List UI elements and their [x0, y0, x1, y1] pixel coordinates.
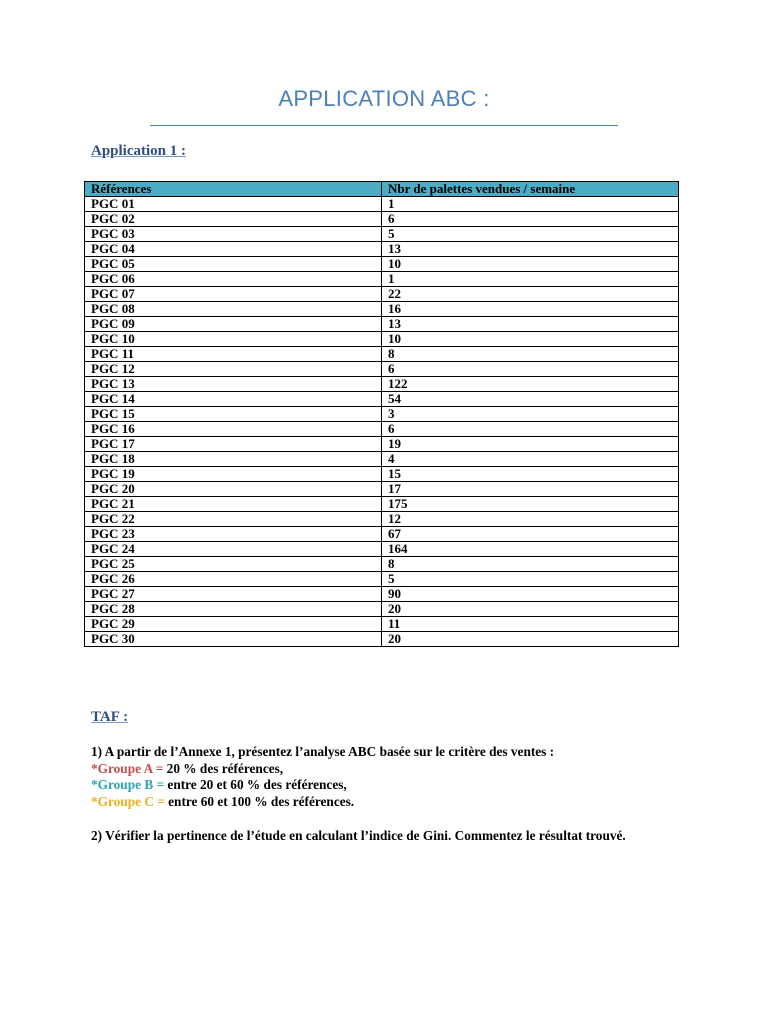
palettes-cell: 1 — [382, 197, 679, 212]
table-row — [85, 347, 679, 362]
reference-cell: PGC 01 — [85, 197, 382, 212]
table-row — [85, 557, 679, 572]
reference-cell: PGC 11 — [85, 347, 382, 362]
reference-cell: PGC 30 — [85, 632, 382, 647]
reference-cell: PGC 29 — [85, 617, 382, 632]
palettes-cell: 8 — [382, 347, 679, 362]
table-row — [85, 227, 679, 242]
palettes-cell: 12 — [382, 512, 679, 527]
question-1 — [91, 744, 677, 810]
reference-cell: PGC 28 — [85, 602, 382, 617]
reference-cell: PGC 13 — [85, 377, 382, 392]
palettes-cell: 90 — [382, 587, 679, 602]
palettes-cell: 5 — [382, 572, 679, 587]
group-b-label: *Groupe B = — [91, 777, 165, 792]
table-row — [85, 497, 679, 512]
table-row — [85, 287, 679, 302]
table-row — [85, 467, 679, 482]
palettes-cell: 20 — [382, 602, 679, 617]
palettes-cell: 164 — [382, 542, 679, 557]
reference-cell: PGC 22 — [85, 512, 382, 527]
group-c-line — [91, 794, 677, 811]
palettes-cell: 16 — [382, 302, 679, 317]
reference-cell: PGC 20 — [85, 482, 382, 497]
reference-cell: PGC 26 — [85, 572, 382, 587]
table-row — [85, 572, 679, 587]
group-c-label: *Groupe C = — [91, 793, 165, 809]
palettes-cell: 1 — [382, 272, 679, 287]
palettes-cell: 13 — [382, 317, 679, 332]
palettes-cell: 4 — [382, 452, 679, 467]
table-row — [85, 197, 679, 212]
table-row — [85, 407, 679, 422]
table-row — [85, 452, 679, 467]
table-row — [85, 422, 679, 437]
table-row — [85, 362, 679, 377]
reference-cell: PGC 16 — [85, 422, 382, 437]
table-row — [85, 242, 679, 257]
reference-cell: PGC 21 — [85, 497, 382, 512]
table-row — [85, 527, 679, 542]
reference-cell: PGC 06 — [85, 272, 382, 287]
palettes-cell: 3 — [382, 407, 679, 422]
reference-cell: PGC 18 — [85, 452, 382, 467]
palettes-cell: 22 — [382, 287, 679, 302]
title-underline-divider — [150, 125, 618, 126]
reference-cell: PGC 05 — [85, 257, 382, 272]
group-a-text: 20 % des références, — [163, 760, 284, 776]
table-row — [85, 377, 679, 392]
palettes-cell: 6 — [382, 362, 679, 377]
reference-cell: PGC 17 — [85, 437, 382, 452]
section-heading-application-1: Application 1 : — [91, 143, 187, 159]
table-row — [85, 437, 679, 452]
palettes-cell: 10 — [382, 257, 679, 272]
table-row — [85, 512, 679, 527]
question-2: 2) Vérifier la pertinence de l’étude en calculant l’indice de Gini. Commentez le résultat trouvé. — [91, 828, 626, 843]
palettes-cell: 20 — [382, 632, 679, 647]
table-row — [85, 332, 679, 347]
table-header-row — [85, 182, 679, 197]
palettes-cell: 5 — [382, 227, 679, 242]
reference-cell: PGC 10 — [85, 332, 382, 347]
table-row — [85, 317, 679, 332]
reference-cell: PGC 19 — [85, 467, 382, 482]
group-a-label: *Groupe A = — [91, 760, 164, 776]
reference-cell: PGC 23 — [85, 527, 382, 542]
palettes-cell: 122 — [382, 377, 679, 392]
palettes-cell: 13 — [382, 242, 679, 257]
group-c-text: entre 60 et 100 % des références. — [164, 793, 355, 809]
table-row — [85, 617, 679, 632]
palettes-cell: 175 — [382, 497, 679, 512]
palettes-cell: 17 — [382, 482, 679, 497]
table-row — [85, 272, 679, 287]
table-row — [85, 212, 679, 227]
reference-cell: PGC 08 — [85, 302, 382, 317]
table-row — [85, 257, 679, 272]
taf-heading: TAF : — [91, 709, 129, 725]
palettes-cell: 8 — [382, 557, 679, 572]
palettes-cell: 19 — [382, 437, 679, 452]
reference-cell: PGC 24 — [85, 542, 382, 557]
table-row — [85, 392, 679, 407]
table-body — [85, 197, 679, 647]
group-a-line — [91, 761, 677, 778]
reference-cell: PGC 09 — [85, 317, 382, 332]
reference-cell: PGC 14 — [85, 392, 382, 407]
header-palettes: Nbr de palettes vendues / semaine — [382, 182, 679, 197]
palettes-cell: 15 — [382, 467, 679, 482]
reference-cell: PGC 12 — [85, 362, 382, 377]
table-row — [85, 302, 679, 317]
reference-cell: PGC 15 — [85, 407, 382, 422]
reference-cell: PGC 04 — [85, 242, 382, 257]
question-1-text: 1) A partir de l’Annexe 1, présentez l’analyse ABC basée sur le critère des ventes : — [91, 744, 555, 759]
reference-cell: PGC 07 — [85, 287, 382, 302]
table-row — [85, 587, 679, 602]
group-b-text: entre 20 et 60 % des références, — [164, 777, 347, 792]
group-b-line — [91, 777, 677, 794]
palettes-cell: 54 — [382, 392, 679, 407]
reference-cell: PGC 25 — [85, 557, 382, 572]
reference-cell: PGC 03 — [85, 227, 382, 242]
palettes-cell: 67 — [382, 527, 679, 542]
palettes-cell: 11 — [382, 617, 679, 632]
palettes-cell: 6 — [382, 422, 679, 437]
page-title: APPLICATION ABC : — [278, 86, 490, 111]
table-row — [85, 602, 679, 617]
palettes-cell: 10 — [382, 332, 679, 347]
table-row — [85, 482, 679, 497]
sales-table — [84, 181, 679, 647]
table-row — [85, 632, 679, 647]
reference-cell: PGC 27 — [85, 587, 382, 602]
table-row — [85, 542, 679, 557]
palettes-cell: 6 — [382, 212, 679, 227]
reference-cell: PGC 02 — [85, 212, 382, 227]
header-references: Références — [85, 182, 382, 197]
